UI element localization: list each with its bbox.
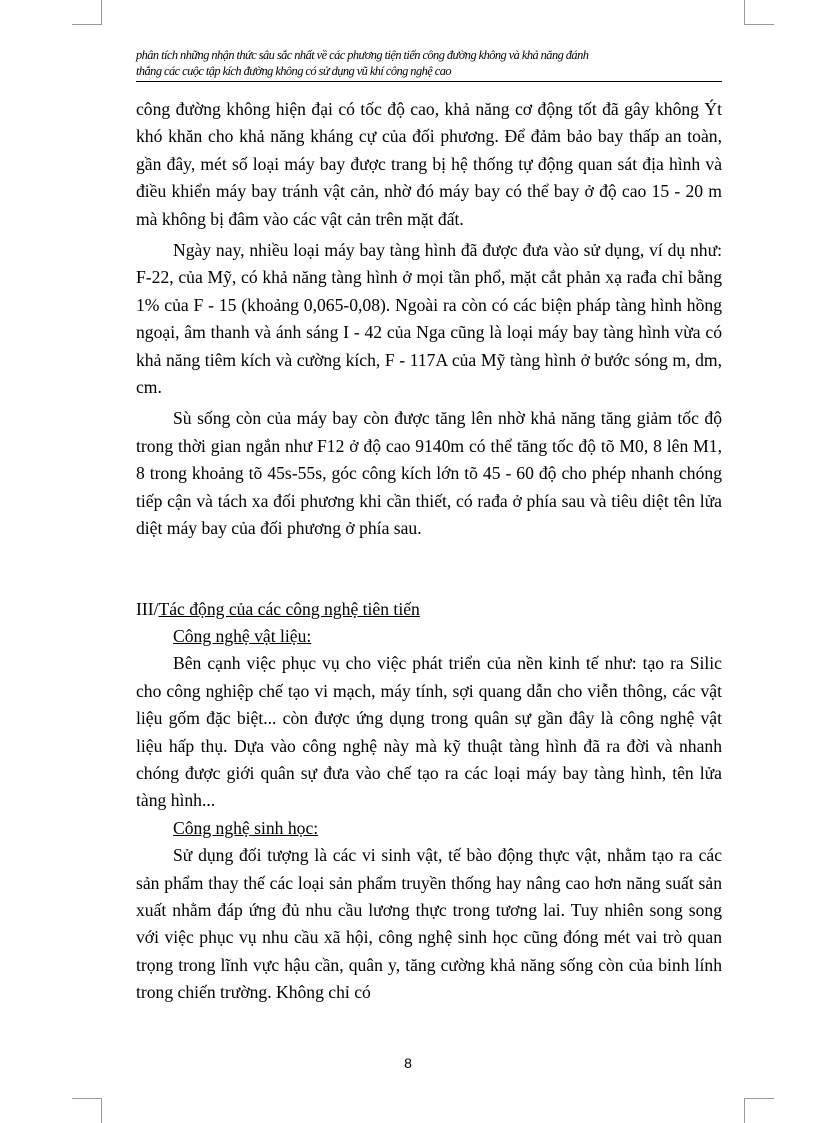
crop-mark-bottom-left-h	[72, 1098, 102, 1099]
section-number: III/	[136, 598, 159, 619]
section-title: Tác động của các công nghệ tiên tiến	[158, 598, 420, 619]
paragraph-1: công đường không hiện đại có tốc độ cao, khả năng cơ động tốt đã gây không Ýt khó khăn cho khả năng kháng cự của đối phương. Để đảm bảo bay thấp an toàn, gần đây, mét số loại máy bay được trang bị hệ thống tự động quan sát địa hình và điều khiển máy bay tránh vật cản, nhờ đó máy bay có thể bay ở độ cao 15 - 20 m mà không bị đâm vào các vật cản trên mặt đất.	[136, 99, 722, 229]
crop-mark-bottom-right-v	[744, 1098, 745, 1123]
crop-mark-bottom-left-v	[101, 1098, 102, 1123]
body-text	[136, 96, 722, 1007]
running-header-line-1: phân tích những nhận thức sâu sắc nhất về các phương tiện tiến công đường không và khả năng đánh	[136, 48, 589, 62]
paragraph-5: Sử dụng đối tượng là các vi sinh vật, tế bào động thực vật, nhằm tạo ra các sản phẩm thay thế các loại sản phẩm truyền thống hay nâng cao hơn năng suất sản xuất nhằm đáp ứng đủ nhu cầu lương thực trong tương lai. Tuy nhiên song song với việc phục vụ nhu cầu xã hội, công nghệ sinh học cũng đóng mét vai trò quan trọng trong lĩnh vực hậu cần, quân y, tăng cường khả năng sống còn của binh lính trong chiến trường. Không chỉ có	[136, 845, 722, 1003]
running-header	[136, 47, 722, 79]
page-number: 8	[404, 1055, 412, 1071]
paragraph-3: Sù sống còn của máy bay còn được tăng lên nhờ khả năng tăng giảm tốc độ trong thời gian ngắn như F12 ở độ cao 9140m có thể tăng tốc độ tõ M0, 8 lên M1, 8 trong khoảng tõ 45s-55s, góc công kích lớn tõ 45 - 60 độ cho phép nhanh chóng tiếp cận và tách xa đối phương khi cần thiết, có rađa ở phía sau và tiêu diệt tên lửa diệt máy bay của đối phương ở phía sau.	[136, 408, 722, 539]
crop-mark-top-left-v	[101, 0, 102, 24]
subheading-biotech	[136, 815, 722, 842]
paragraph-4: Bên cạnh việc phục vụ cho việc phát triển của nền kinh tế như: tạo ra Silic cho công nghiệp chế tạo vi mạch, máy tính, sợi quang dẫn cho viễn thông, các vật liệu gốm đặc biệt... còn được ứng dụng trong quân sự gần đây là công nghệ vật liệu hấp thụ. Dựa vào công nghệ này mà kỹ thuật tàng hình đã ra đời và nhanh chóng được giới quân sự đưa vào chế tạo ra các loại máy bay tàng hình, tên lửa tàng hình...	[136, 653, 722, 811]
subheading-materials	[136, 623, 722, 650]
crop-mark-top-right-h	[744, 24, 774, 25]
subheading-biotech-text: Công nghệ sinh học:	[173, 817, 319, 838]
crop-mark-bottom-right-h	[744, 1098, 774, 1099]
header-rule	[136, 81, 722, 82]
crop-mark-top-left-h	[72, 24, 102, 25]
subheading-materials-text: Công nghệ vật liệu:	[173, 625, 312, 646]
running-header-line-2: thắng các cuộc tập kích đường không có sử dụng vũ khí công nghệ cao	[136, 64, 451, 78]
paragraph-2: Ngày nay, nhiều loại máy bay tàng hình đã được đưa vào sử dụng, ví dụ như: F-22, của Mỹ, có khả năng tàng hình ở mọi tần phổ, mặt cắt phản xạ rađa chỉ bằng 1% của F - 15 (khoảng 0,065-0,08). Ngoài ra còn có các biện pháp tàng hình hồng ngoại, âm thanh và ánh sáng I - 42 của Nga cũng là loại máy bay tàng hình vừa có khả năng tiêm kích và cường kích, F - 117A của Mỹ tàng hình ở bước sóng m, dm, cm.	[136, 240, 722, 398]
crop-mark-top-right-v	[744, 0, 745, 24]
section-heading	[136, 596, 722, 623]
